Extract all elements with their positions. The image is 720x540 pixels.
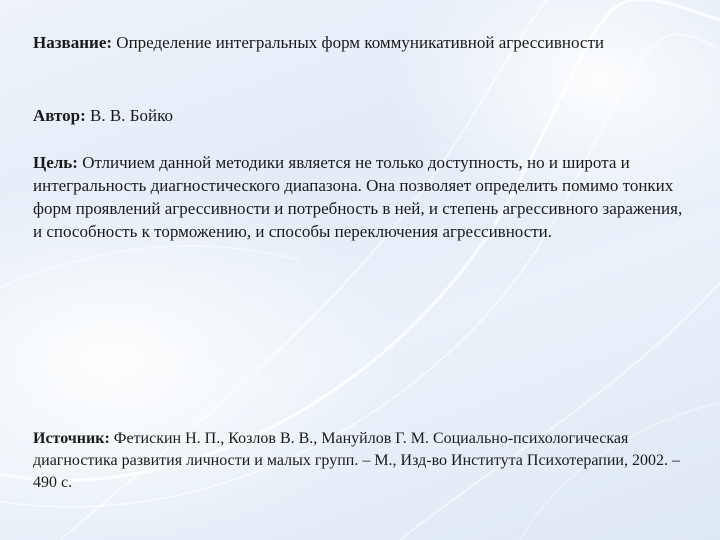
goal-label: Цель:	[33, 153, 78, 172]
source-text: Фетискин Н. П., Козлов В. В., Мануйлов Г. М. Социально-психологическая диагностика развития личности и малых групп. – М., Изд-во Института Психотерапии, 2002. – 490 с.	[33, 430, 680, 491]
source-label: Источник:	[33, 430, 110, 447]
title-block	[33, 31, 683, 54]
author-text: В. В. Бойко	[90, 106, 173, 125]
title-text: Определение интегральных форм коммуникативной агрессивности	[116, 33, 605, 52]
author-label: Автор:	[33, 106, 86, 125]
author-block	[33, 104, 683, 127]
title-label: Название:	[33, 33, 113, 52]
goal-block	[33, 151, 683, 243]
source-block	[33, 428, 683, 494]
goal-text: Отличием данной методики является не только доступность, но и широта и интегральность диагностического диапазона. Она позволяет определить помимо тонких форм проявлений агрессивности и потребность в ней, и степень агрессивного заражения, и способность к торможению, и способы переключения агрессивности.	[33, 153, 683, 241]
